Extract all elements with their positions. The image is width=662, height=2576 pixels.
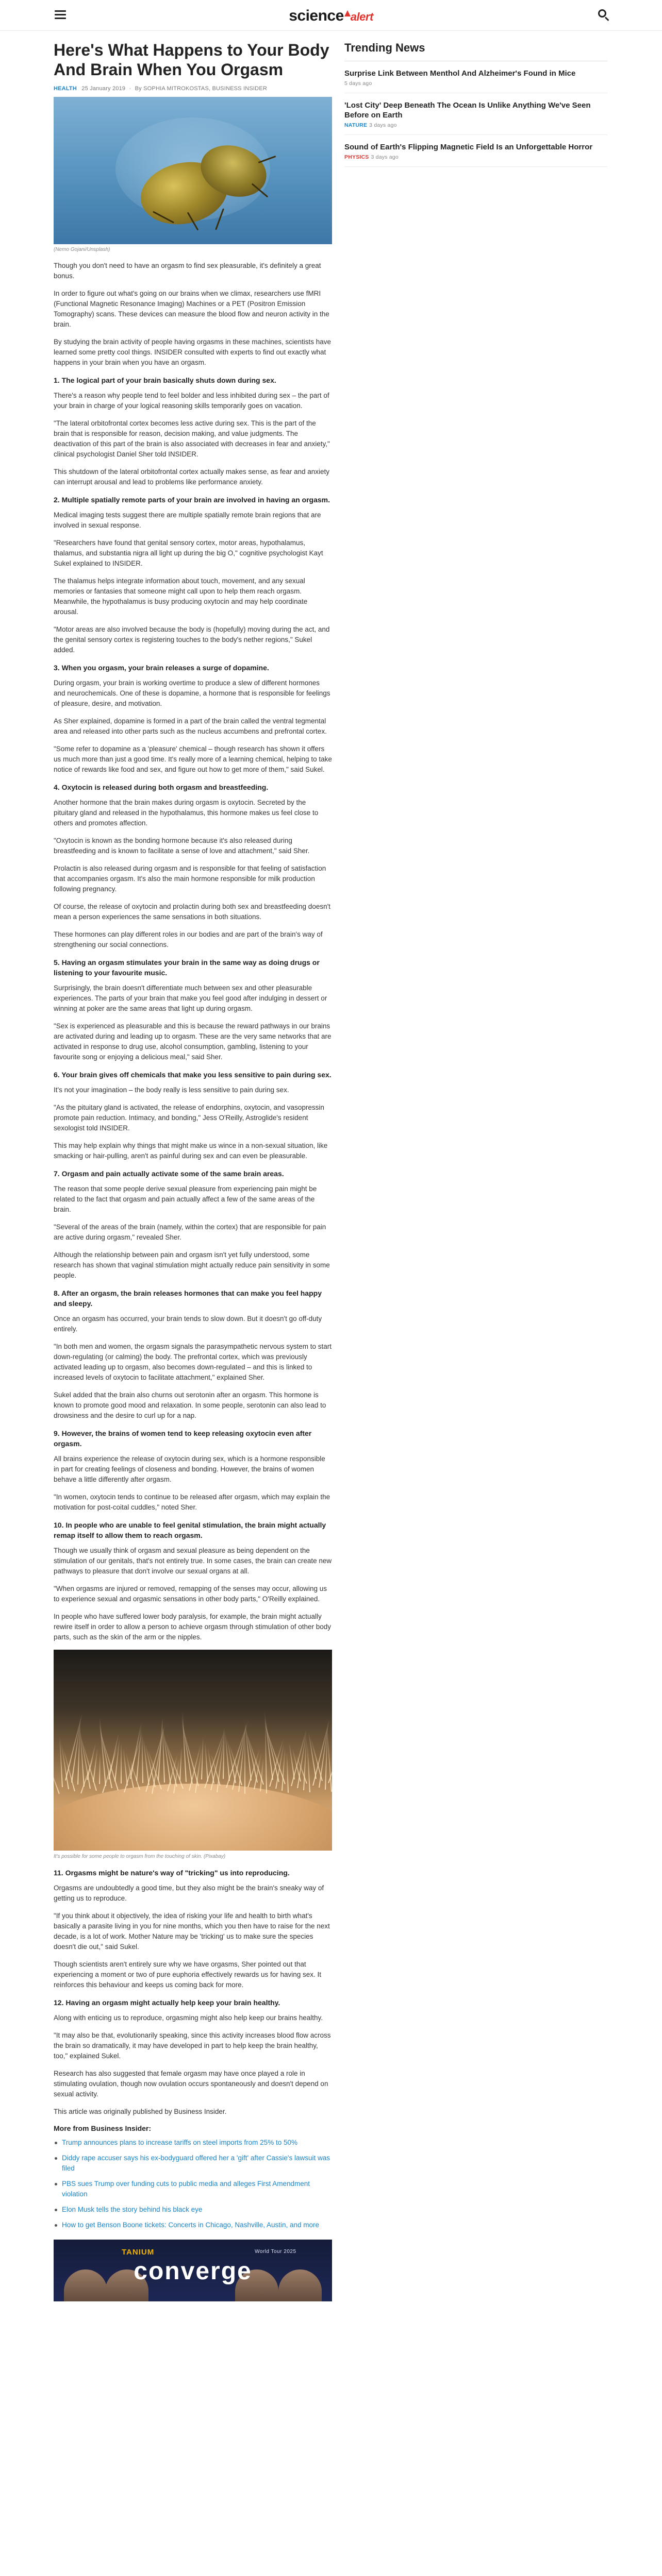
trending-headline[interactable]: Sound of Earth's Flipping Magnetic Field Is an Unforgettable Horror [344,143,593,151]
article-paragraph: By studying the brain activity of people having orgasms in these machines, scientists have learned some pretty cool things. INSIDER consulted with experts to find out exactly what happens in your brain when you have an orgasm. [54,338,332,366]
article-paragraph: "Several of the areas of the brain (namely, within the cortex) that are responsible for pain are active during orgasm," revealed Sher. [54,1223,326,1241]
more-link[interactable]: PBS sues Trump over funding cuts to public media and alleges First Amendment violation [62,2180,310,2198]
trending-headline[interactable]: 'Lost City' Deep Beneath The Ocean Is Unlike Anything We've Seen Before on Earth [344,101,591,120]
section-heading: 10. In people who are unable to feel genital stimulation, the brain might actually remap itself to allow them to reach orgasm. [54,1521,326,1539]
advertisement-banner[interactable] [54,2240,332,2301]
article-paragraph: In order to figure out what's going on our brains when we climax, researchers use fMRI (Functional Magnetic Resonance Imaging) Machines or a PET (Positron Emission Tomography) scans. These devices can measure the blood flow and neuron activity in the brain. [54,290,329,328]
article-paragraph: All brains experience the release of oxytocin during sex, which is a hormone responsible in part for creating feelings of closeness and bonding. However, the brains of women behave a little differently after orgasm. [54,1455,325,1483]
article-body-continued [54,1868,332,2117]
article-paragraph: "In both men and women, the orgasm signals the parasympathetic nervous system to start down-regulating (or calming) the body. The prefrontal cortex, which was previously activated leading up to orgasm, also becomes down-regulated – and this is linked to increased levels of oxytocin to facilitate attachment," explained Sher. [54,1343,332,1381]
article-paragraph: Medical imaging tests suggest there are multiple spatially remote brain regions that are involved in sexual response. [54,511,321,529]
section-heading: 7. Orgasm and pain actually activate some of the same brain areas. [54,1170,284,1178]
article-paragraph: "If you think about it objectively, the idea of risking your life and health to birth what's basically a parasite living in you for nine months, which you then have to raise for the next decade, is a lot of work. Mother Nature may be 'tricking' us to make sure the species doesn't die out," said Sukel. [54,1912,330,1951]
trending-age: 5 days ago [344,80,372,87]
article-paragraph: Though you don't need to have an orgasm to find sex pleasurable, it's definitely a great bonus. [54,262,321,280]
article-paragraph: This shutdown of the lateral orbitofrontal cortex actually makes sense, as fear and anxiety can interrupt arousal and lead to problems like performance anxiety. [54,468,330,486]
skin-hair [264,1725,286,1784]
skin-hair [99,1753,101,1784]
more-link[interactable]: Elon Musk tells the story behind his black eye [62,2206,203,2213]
article-paragraph: "As the pituitary gland is activated, the release of endorphins, oxytocin, and vasopressin promote pain reduction. Intimacy, and bonding," Jess O'Reilly, Astroglide's resident sexologist told INSIDER. [54,1104,324,1132]
ad-tour: World Tour 2025 [255,2249,296,2255]
skin-hair [307,1742,310,1792]
article-meta [54,86,332,92]
trending-meta [344,122,607,128]
article-paragraph: "Motor areas are also involved because the body is (hopefully) moving during the act, and the genital sensory cortex is registering touches to the body's nether regions," Sukel added. [54,625,330,654]
article-paragraph: Research has also suggested that female orgasm may have once played a role in stimulating ovulation, though now ovulation occurs spontaneously and doesn't depend on sexual activity. [54,2070,328,2098]
page-body [0,31,662,2576]
trending-headline[interactable]: Surprise Link Between Menthol And Alzheimer's Found in Mice [344,69,576,78]
section-heading: 6. Your brain gives off chemicals that make you less sensitive to pain during sex. [54,1071,332,1079]
article-paragraph: Surprisingly, the brain doesn't differentiate much between sex and other pleasurable experiences. The parts of your brain that make you feel good after indulging in dessert or winning at poker are the same areas that light up during orgasm. [54,984,327,1012]
sidebar [344,41,607,174]
article-paragraph: "It may also be that, evolutionarily speaking, since this activity increases blood flow across the brain so dramatically, it may have developed in part to help keep the brain healthy, too," explained Sukel. [54,2031,331,2060]
section-heading: 12. Having an orgasm might actually help keep your brain healthy. [54,1998,280,2007]
article-paragraph: "Some refer to dopamine as a 'pleasure' chemical – though research has shown it offers us much more than just a good time. It's really more of a learning chemical, helping to take notice of rewards like food and sex, and figure out how to get more of them," said Sukel. [54,745,332,773]
article-paragraph: "When orgasms are injured or removed, remapping of the senses may occur, allowing us to experience sexual and orgasmic sensations in other body parts," O'Reilly explained. [54,1585,327,1603]
trending-age: 3 days ago [371,154,399,160]
skin-surface [54,1784,332,1851]
skin-hair [286,1753,289,1793]
ad-word: converge [134,2258,252,2285]
article-paragraph: During orgasm, your brain is working overtime to produce a slew of different hormones and neurochemicals. One of these is dopamine, a hormone that is responsible for feelings of pleasure, desire, and motivation. [54,679,330,707]
hero-image [54,97,332,244]
meta-separator: · [129,86,131,92]
section-heading: 4. Oxytocin is released during both orgasm and breastfeeding. [54,783,269,791]
section-heading: 1. The logical part of your brain basically shuts down during sex. [54,376,276,384]
more-link-item [54,2153,332,2174]
more-link[interactable]: How to get Benson Boone tickets: Concerts in Chicago, Nashville, Austin, and more [62,2221,320,2229]
article-paragraph: "The lateral orbitofrontal cortex becomes less active during sex. This is the part of the brain that is responsible for reason, decision making, and value judgments. The deactivation of this part of the brain is also associated with decreases in fear and anxiety," clinical psychologist Daniel Sher told INSIDER. [54,419,330,458]
article-paragraph: Along with enticing us to reproduce, orgasming might also help keep our brains healthy. [54,2014,323,2022]
logo-sub: alert [350,10,373,23]
section-heading: 2. Multiple spatially remote parts of your brain are involved in having an orgasm. [54,496,330,504]
article-paragraph: The reason that some people derive sexual pleasure from experiencing pain might be related to the fact that orgasm and pain actually affect a few of the same areas of the brain. [54,1185,317,1213]
article-paragraph: This may help explain why things that might make us wince in a non-sexual situation, like smacking or hair-pulling, aren't as painful during sex and can even be pleasurable. [54,1142,328,1160]
more-link-item [54,2205,332,2215]
section-heading: 11. Orgasms might be nature's way of "tricking" us into reproducing. [54,1869,290,1877]
article-paragraph: "Researchers have found that genital sensory cortex, motor areas, hypothalamus, thalamus, and substantia nigra all light up during the big O," cognitive psychologist Kayt Sukel explained to INSIDER. [54,539,323,567]
more-link[interactable]: Trump announces plans to increase tariffs on steel imports from 25% to 50% [62,2139,297,2146]
site-logo[interactable] [0,7,662,25]
more-links-list [54,2138,332,2230]
more-link-item [54,2179,332,2199]
trending-item[interactable] [344,100,607,135]
article-paragraph: Though we usually think of orgasm and sexual pleasure as being dependent on the stimulation of our genitals, that's not entirely true. In some cases, the brain can create new pathways to pleasure that don't involve our sexual organs at all. [54,1547,332,1575]
article-category[interactable]: HEALTH [54,86,77,92]
skin-hair [201,1737,204,1780]
article-paragraph: There's a reason why people tend to feel bolder and less inhibited during sex – the part of your brain in charge of your logical reasoning skills temporarily goes on vacation. [54,392,329,410]
article-paragraph: Though scientists aren't entirely sure why we have orgasms, Sher pointed out that experiencing a moment or two of pure euphoria effectively rewards us for having sex. It reinforces this behaviour and keeps us coming back for more. [54,1960,322,1989]
article-paragraph: The thalamus helps integrate information about touch, movement, and any sexual memories or fantasies that someone might call upon to help them reach orgasm. Meanwhile, the hypothalamus is busy producing oxytocin and may help coordinate arousal. [54,577,308,616]
article-title: Here's What Happens to Your Body And Brain When You Orgasm [54,41,329,79]
article-date: 25 January 2019 [81,86,126,92]
article-paragraph: "Sex is experienced as pleasurable and this is because the reward pathways in our brains are activated during and leading up to orgasm. These are the very same networks that are activated in response to drug use, alcohol consumption, gambling, listening to your favourite song or enjoying a delicious meal," said Sher. [54,1022,332,1061]
article-paragraph: Sukel added that the brain also churns out serotonin after an orgasm. This hormone is known to promote good mood and relaxation. In some people, serotonin can also lead to drowsiness and the desire to curl up for a nap. [54,1391,326,1419]
article-byline: By SOPHIA MITROKOSTAS, BUSINESS INSIDER [135,86,267,92]
article-paragraph: Once an orgasm has occurred, your brain tends to slow down. But it doesn't go off-duty entirely. [54,1315,322,1333]
skin-photo [54,1650,332,1851]
sidebar-title: Trending News [344,41,607,61]
more-heading: More from Business Insider: [54,2124,152,2132]
trending-meta [344,80,607,87]
article-paragraph: "Oxytocin is known as the bonding hormone because it's also released during breastfeeding and is known to facilitate a sense of love and attachment," said Sher. [54,837,310,855]
skin-hair [121,1742,122,1784]
section-heading: 5. Having an orgasm stimulates your brain in the same way as doing drugs or listening to your favourite music. [54,958,320,977]
article-paragraph: Another hormone that the brain makes during orgasm is oxytocin. Secreted by the pituitary gland and released in the hypothalamus, this hormone makes us feel close to others and promotes affection. [54,799,319,827]
trending-meta [344,154,607,160]
search-icon[interactable] [598,9,609,21]
skin-hair [179,1748,182,1780]
article-paragraph: "In women, oxytocin tends to continue to be released after orgasm, which may explain the motivation for post-coital cuddles," noted Sher. [54,1493,330,1511]
skin-hair [54,1765,60,1794]
article-paragraph: This article was originally published by Business Insider. [54,2108,227,2115]
article-paragraph: Although the relationship between pain and orgasm isn't yet fully understood, some research has shown that vaginal stimulation might actually reduce pain sensitivity in some people. [54,1251,330,1279]
section-heading: 8. After an orgasm, the brain releases hormones that can make you feel happy and sleepy. [54,1289,322,1308]
skin-hair [99,1730,119,1790]
more-link-item [54,2220,332,2230]
trending-category[interactable]: NATURE [344,122,368,128]
article-paragraph: It's not your imagination – the body really is less sensitive to pain during sex. [54,1086,289,1094]
logo-main: science [289,7,344,24]
hero-caption: (Nemo Gojani/Unsplash) [54,247,110,252]
site-header [0,0,662,31]
trending-age: 3 days ago [369,122,397,128]
section-heading: 9. However, the brains of women tend to keep releasing oxytocin even after orgasm. [54,1429,312,1448]
article-body [54,261,332,1642]
photo-caption: It's possible for some people to orgasm from the touching of skin. (Pixabay) [54,1854,226,1859]
section-heading: 3. When you orgasm, your brain releases a surge of dopamine. [54,664,269,672]
skin-hair [244,1732,245,1794]
trending-category[interactable]: PHYSICS [344,154,369,160]
article-paragraph: Orgasms are undoubtedly a good time, but they also might be the brain's sneaky way of getting us to reproduce. [54,1884,324,1902]
ad-brand: TANIUM [122,2248,155,2257]
logo-bolt-icon [344,10,351,16]
trending-list [344,69,607,167]
more-link-item [54,2138,332,2148]
article-paragraph: These hormones can play different roles in our bodies and are part of the brain's way of strengthening our social connections. [54,930,323,948]
trending-item[interactable] [344,69,607,93]
article [54,40,332,2301]
more-link[interactable]: Diddy rape accuser says his ex-bodyguard offered her a 'gift' after Cassie's lawsuit was filed [62,2154,330,2172]
article-paragraph: In people who have suffered lower body paralysis, for example, the brain might actually rewire itself in order to allow a person to achieve orgasm through stimulation of other body parts, such as the skin of the arm or the nipples. [54,1613,332,1641]
article-paragraph: Prolactin is also released during orgasm and is responsible for that feeling of satisfaction that accompanies orgasm. It's also the main hormone responsible for milk production following pregnancy. [54,865,326,893]
article-paragraph: As Sher explained, dopamine is formed in a part of the brain called the ventral tegmental area and released into other parts such as the nucleus accumbens and prefrontal cortex. [54,717,327,735]
trending-item[interactable] [344,142,607,167]
article-paragraph: Of course, the release of oxytocin and prolactin during both sex and breastfeeding doesn't mean a person experiences the same sensations in both situations. [54,903,330,921]
